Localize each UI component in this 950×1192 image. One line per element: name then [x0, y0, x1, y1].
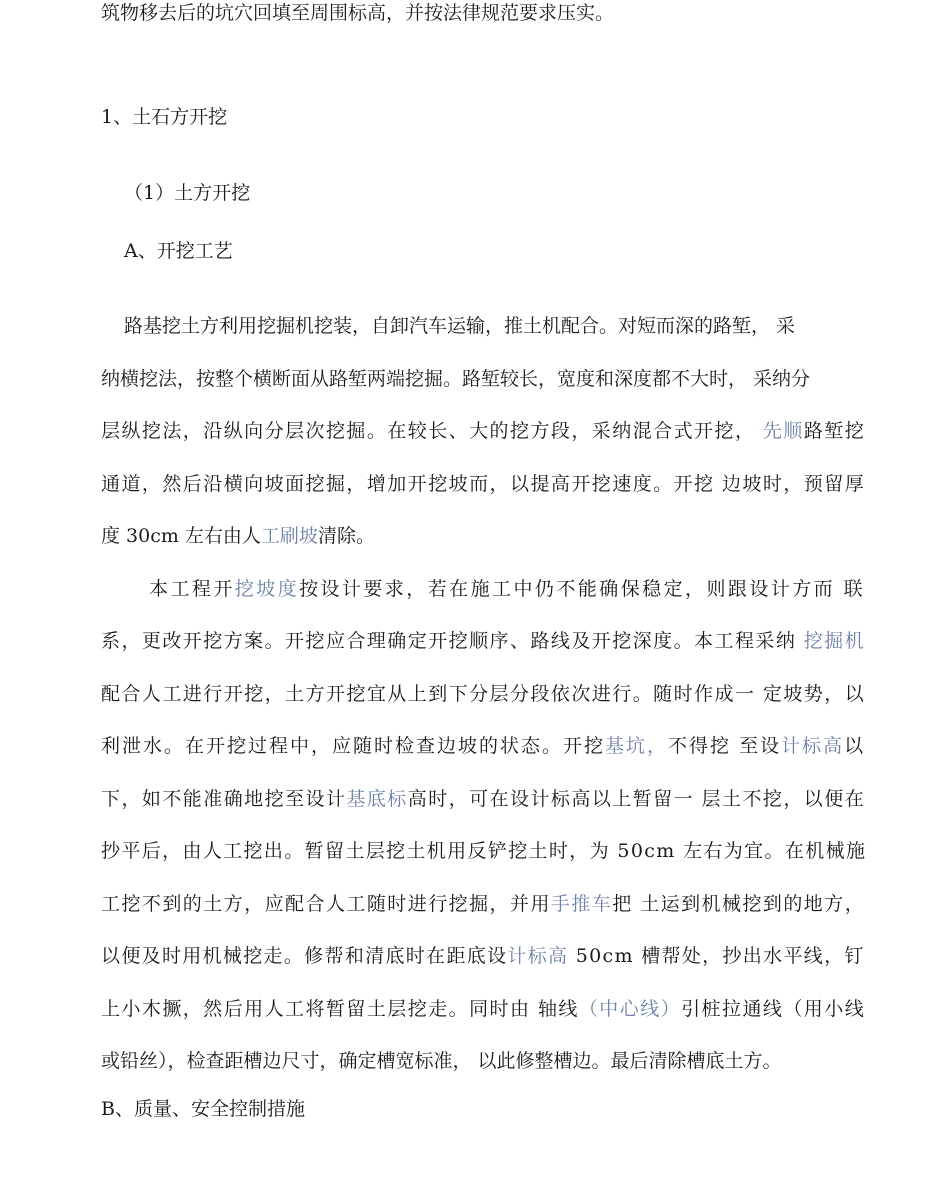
text-line: 度 30cm 左右由人工刷坡清除。	[101, 525, 375, 547]
text-line: 上小木撅，然后用人工将暂留土层挖走。同时由 轴线（中心线）引桩拉通线（用小线	[101, 998, 866, 1020]
highlight-term: （中心线）	[578, 998, 682, 1020]
text-line: 通道，然后沿横向坡面挖掘，增加开挖坡而，以提高开挖速度。开挖 边坡时，预留厚	[101, 473, 866, 495]
text-line: 抄平后，由人工挖出。暂留土层挖土机用反铲挖土时，为 50cm 左右为宜。在机械施	[101, 840, 867, 862]
text-line: 本工程开挖坡度按设计要求，若在施工中仍不能确保稳定，则跟设计方而 联	[149, 578, 866, 600]
highlight-term: 挖坡度	[234, 578, 300, 600]
text-line: 纳横挖法，按整个横断面从路堑两端挖掘。路堑较长，宽度和深度都不大时， 采纳分	[101, 368, 811, 390]
text-line: 或铅丝），检查距槽边尺寸，确定槽宽标准， 以此修整槽边。最后清除槽底土方。	[101, 1050, 782, 1072]
highlight-term: 计标高	[781, 735, 845, 757]
text-line: 以便及时用机械挖走。修帮和清底时在距底设计标高 50cm 槽帮处，抄出水平线，钉	[101, 945, 865, 967]
top-fragment: 筑物移去后的坑穴回填至周围标高，并按法律规范要求压实。	[101, 2, 615, 24]
text-line: 系，更改开挖方案。开挖应合理确定开挖顺序、路线及开挖深度。本工程采纳 挖掘机	[101, 630, 866, 652]
section-title-earthwork-excavation: 1、土石方开挖	[101, 106, 228, 128]
highlight-term: 基坑，	[605, 735, 669, 757]
text-line: 利泄水。在开挖过程中，应随时检查边坡的状态。开挖基坑，不得挖 至设计标高以	[101, 735, 866, 757]
text-line: 层纵挖法，沿纵向分层次挖掘。在较长、大的挖方段，采纳混合式开挖， 先顺路堑挖	[101, 420, 866, 442]
highlight-term: 先顺	[762, 420, 804, 442]
text-line: 下，如不能准确地挖至设计基底标高时，可在设计标高以上暂留一 层土不挖，以便在	[101, 788, 866, 810]
text-line: 路基挖土方利用挖掘机挖装，自卸汽车运输，推土机配合。对短而深的路堑， 采	[124, 315, 796, 337]
subsection-title-soil-excavation: （1）土方开挖	[124, 182, 251, 204]
highlight-term: 手推车	[550, 893, 613, 915]
text-line: 工挖不到的土方，应配合人工随时进行挖掘，并用手推车把 土运到机械挖到的地方，	[101, 893, 866, 915]
item-title-excavation-process: A、开挖工艺	[124, 240, 233, 262]
item-title-quality-safety: B、质量、安全控制措施	[101, 1098, 305, 1120]
highlight-term: 基底标	[346, 788, 408, 810]
highlight-term: 工刷坡	[260, 525, 318, 547]
highlight-term: 计标高	[507, 945, 569, 967]
highlight-term: 挖掘机	[803, 630, 866, 652]
text-line: 配合人工进行开挖，土方开挖宜从上到下分层分段依次进行。随时作成一 定坡势，以	[101, 683, 866, 705]
